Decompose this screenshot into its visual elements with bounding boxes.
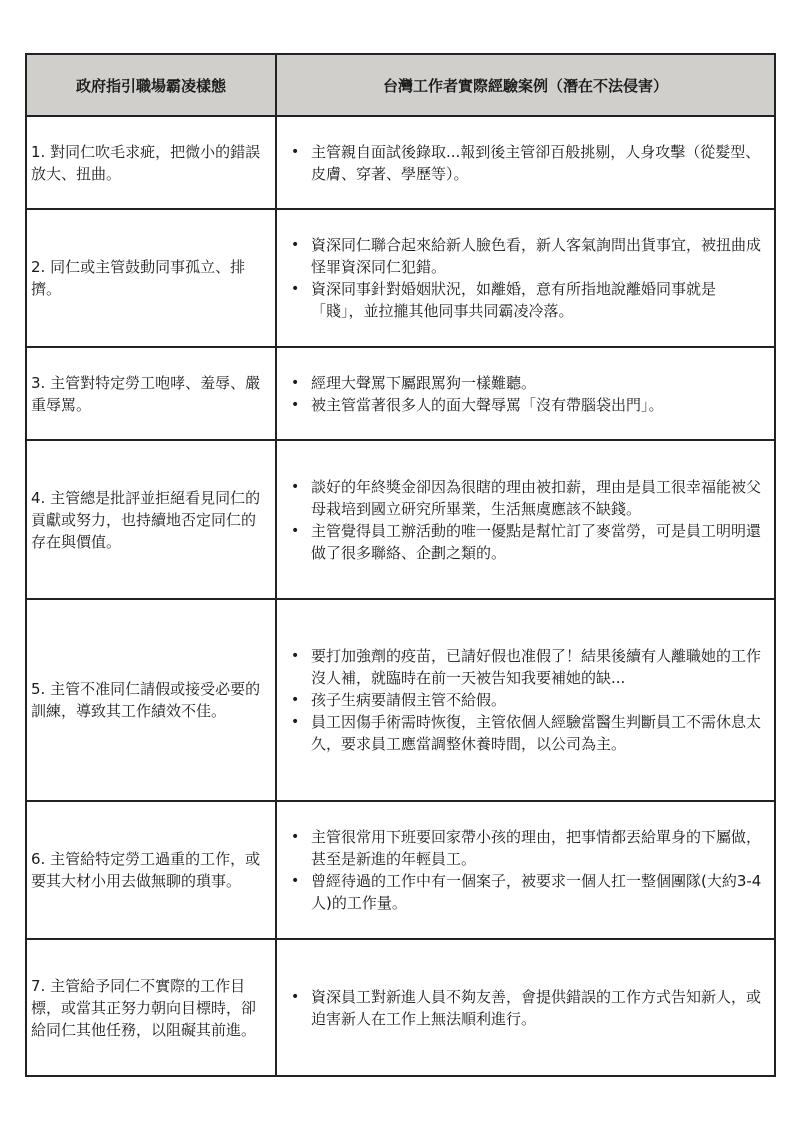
header-cases: 台灣工作者實際經驗案例（潛在不法侵害） [276, 54, 775, 116]
case-item: • 主管親自面試後錄取...報到後主管卻百般挑剔，人身攻擊（從髮型、皮膚、穿著、學歷等）。 [311, 141, 766, 185]
header-row [26, 54, 775, 116]
case-item: • 資深同事針對婚姻狀況，如離婚，意有所指地說離婚同事就是「賤」，並拉攏其他同事共同霸凌冷落。 [311, 278, 766, 322]
cases-cell [276, 440, 775, 599]
table-row [26, 599, 775, 801]
pattern-cell: 7. 主管給予同仁不實際的工作目標，或當其正努力朝向目標時，卻給同仁其他任務，以阻礙其前進。 [26, 939, 276, 1076]
cases-cell [276, 939, 775, 1076]
pattern-cell: 5. 主管不准同仁請假或接受必要的訓練，導致其工作績效不佳。 [26, 599, 276, 801]
table-row [26, 209, 775, 347]
case-item: • 曾經待過的工作中有一個案子，被要求一個人扛一整個團隊(大約3-4人)的工作量。 [311, 870, 766, 914]
case-item: • 被主管當著很多人的面大聲辱罵「沒有帶腦袋出門」。 [311, 394, 766, 416]
pattern-cell: 4. 主管總是批評並拒絕看見同仁的貢獻或努力，也持續地否定同仁的存在與價值。 [26, 440, 276, 599]
pattern-cell: 2. 同仁或主管鼓動同事孤立、排擠。 [26, 209, 276, 347]
table-row [26, 116, 775, 209]
pattern-cell: 6. 主管給特定勞工過重的工作，或要其大材小用去做無聊的瑣事。 [26, 801, 276, 939]
cases-cell [276, 801, 775, 939]
case-item: • 經理大聲罵下屬跟罵狗一樣難聽。 [311, 372, 766, 394]
cases-cell [276, 599, 775, 801]
header-pattern: 政府指引職場霸凌樣態 [26, 54, 276, 116]
case-item: • 主管很常用下班要回家帶小孩的理由，把事情都丟給單身的下屬做，甚至是新進的年輕員工。 [311, 826, 766, 870]
case-item: • 談好的年終獎金卻因為很瞎的理由被扣薪，理由是員工很幸福能被父母栽培到國立研究所畢業，生活無虞應該不缺錢。 [311, 476, 766, 520]
pattern-cell: 3. 主管對特定勞工咆哮、羞辱、嚴重辱罵。 [26, 347, 276, 440]
case-item: • 資深員工對新進人員不夠友善，會提供錯誤的工作方式告知新人，或迫害新人在工作上無法順利進行。 [311, 986, 766, 1030]
case-item: • 要打加強劑的疫苗，已請好假也准假了！結果後續有人離職她的工作沒人補，就臨時在前一天被告知我要補她的缺... [311, 645, 766, 689]
case-item: • 主管覺得員工辦活動的唯一優點是幫忙訂了麥當勞，可是員工明明還做了很多聯絡、企劃之類的。 [311, 520, 766, 564]
pattern-cell: 1. 對同仁吹毛求疵，把微小的錯誤放大、扭曲。 [26, 116, 276, 209]
bullying-comparison-table [25, 53, 776, 1077]
case-item: • 資深同仁聯合起來給新人臉色看，新人客氣詢問出貨事宜，被扭曲成怪罪資深同仁犯錯。 [311, 234, 766, 278]
cases-cell [276, 347, 775, 440]
case-item: • 孩子生病要請假主管不給假。 [311, 689, 766, 711]
table-row [26, 440, 775, 599]
table-row [26, 347, 775, 440]
cases-cell [276, 116, 775, 209]
cases-cell [276, 209, 775, 347]
table-row [26, 939, 775, 1076]
table-row [26, 801, 775, 939]
case-item: • 員工因傷手術需時恢復，主管依個人經驗當醫生判斷員工不需休息太久，要求員工應當調整休養時間，以公司為主。 [311, 711, 766, 755]
